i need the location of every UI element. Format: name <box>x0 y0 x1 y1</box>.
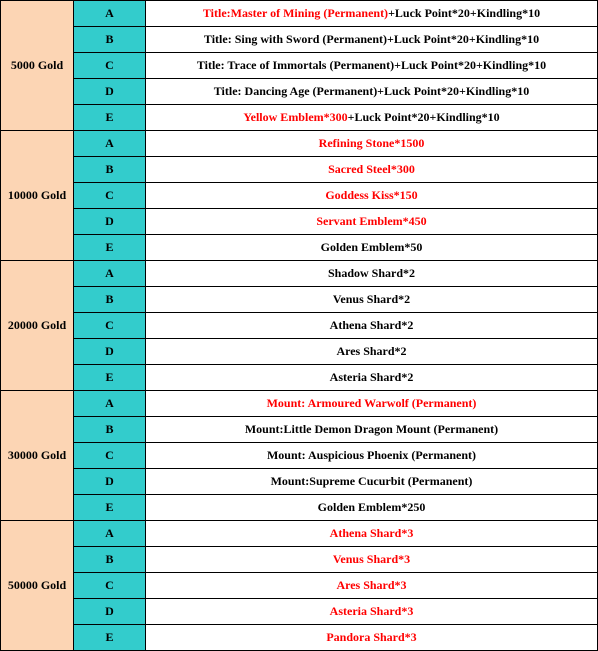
reward-cell <box>146 157 598 183</box>
option-letter-cell: A <box>74 1 146 27</box>
table-row <box>1 209 598 235</box>
table-row <box>1 53 598 79</box>
table-row <box>1 105 598 131</box>
table-row <box>1 287 598 313</box>
reward-text: Title: Sing with Sword (Permanent)+Luck Point*20+Kindling*10 <box>203 32 540 46</box>
table-row <box>1 339 598 365</box>
table-row <box>1 131 598 157</box>
reward-text: Mount:Little Demon Dragon Mount (Permanent) <box>244 422 499 436</box>
highlighted-reward-text: Sacred Steel*300 <box>328 162 415 176</box>
table-row <box>1 157 598 183</box>
option-letter-cell: C <box>74 313 146 339</box>
reward-text: Title: Trace of Immortals (Permanent)+Luck Point*20+Kindling*10 <box>196 58 547 72</box>
reward-cell <box>146 79 598 105</box>
reward-text: +Luck Point*20+Kindling*10 <box>388 6 541 20</box>
highlighted-reward-text: Athena Shard*3 <box>329 526 414 540</box>
reward-cell <box>146 625 598 651</box>
reward-cell <box>146 183 598 209</box>
tier-cost-cell: 5000 Gold <box>1 1 74 131</box>
option-letter-cell: B <box>74 157 146 183</box>
reward-text: +Luck Point*20+Kindling*10 <box>347 110 500 124</box>
reward-cell <box>146 235 598 261</box>
option-letter-cell: C <box>74 183 146 209</box>
reward-text: Title: Dancing Age (Permanent)+Luck Point*20+Kindling*10 <box>213 84 530 98</box>
option-letter-cell: A <box>74 391 146 417</box>
reward-cell <box>146 27 598 53</box>
reward-cell <box>146 573 598 599</box>
table-row <box>1 417 598 443</box>
reward-cell <box>146 261 598 287</box>
highlighted-reward-text: Yellow Emblem*300 <box>243 110 348 124</box>
highlighted-reward-text: Venus Shard*3 <box>332 552 411 566</box>
option-letter-cell: E <box>74 365 146 391</box>
reward-text: Asteria Shard*2 <box>329 370 414 384</box>
tier-cost-cell: 20000 Gold <box>1 261 74 391</box>
reward-cell <box>146 417 598 443</box>
tier-cost-cell: 50000 Gold <box>1 521 74 651</box>
option-letter-cell: B <box>74 417 146 443</box>
table-row <box>1 625 598 651</box>
reward-text: Mount: Auspicious Phoenix (Permanent) <box>266 448 476 462</box>
table-row <box>1 547 598 573</box>
table-row <box>1 599 598 625</box>
option-letter-cell: E <box>74 235 146 261</box>
option-letter-cell: D <box>74 599 146 625</box>
reward-cell <box>146 599 598 625</box>
option-letter-cell: A <box>74 521 146 547</box>
reward-cell <box>146 1 598 27</box>
tier-cost-cell: 10000 Gold <box>1 131 74 261</box>
reward-text: Golden Emblem*50 <box>320 240 423 254</box>
option-letter-cell: A <box>74 261 146 287</box>
table-row <box>1 261 598 287</box>
reward-cell <box>146 339 598 365</box>
reward-cell <box>146 287 598 313</box>
table-row <box>1 235 598 261</box>
option-letter-cell: C <box>74 53 146 79</box>
reward-cell <box>146 209 598 235</box>
reward-cell <box>146 105 598 131</box>
option-letter-cell: D <box>74 339 146 365</box>
option-letter-cell: D <box>74 79 146 105</box>
table-row <box>1 443 598 469</box>
table-row <box>1 27 598 53</box>
reward-text: Golden Emblem*250 <box>317 500 426 514</box>
reward-text: Shadow Shard*2 <box>327 266 416 280</box>
option-letter-cell: E <box>74 625 146 651</box>
reward-cell <box>146 495 598 521</box>
table-row <box>1 573 598 599</box>
option-letter-cell: C <box>74 443 146 469</box>
option-letter-cell: B <box>74 287 146 313</box>
highlighted-reward-text: Title:Master of Mining (Permanent) <box>202 6 389 20</box>
reward-cell <box>146 131 598 157</box>
reward-cell <box>146 365 598 391</box>
reward-cell <box>146 547 598 573</box>
reward-text: Venus Shard*2 <box>332 292 411 306</box>
highlighted-reward-text: Asteria Shard*3 <box>329 604 414 618</box>
option-letter-cell: C <box>74 573 146 599</box>
reward-text: Mount:Supreme Cucurbit (Permanent) <box>270 474 473 488</box>
option-letter-cell: B <box>74 547 146 573</box>
table-row <box>1 495 598 521</box>
table-row <box>1 79 598 105</box>
reward-text: Ares Shard*2 <box>336 344 407 358</box>
option-letter-cell: D <box>74 209 146 235</box>
option-letter-cell: E <box>74 495 146 521</box>
table-row <box>1 391 598 417</box>
table-row <box>1 1 598 27</box>
tier-cost-cell: 30000 Gold <box>1 391 74 521</box>
reward-cell <box>146 313 598 339</box>
table-row <box>1 365 598 391</box>
reward-table-body <box>1 1 598 651</box>
highlighted-reward-text: Goddess Kiss*150 <box>325 188 418 202</box>
reward-cell <box>146 521 598 547</box>
table-row <box>1 313 598 339</box>
highlighted-reward-text: Pandora Shard*3 <box>326 630 417 644</box>
reward-cell <box>146 391 598 417</box>
highlighted-reward-text: Mount: Armoured Warwolf (Permanent) <box>266 396 477 410</box>
table-row <box>1 183 598 209</box>
highlighted-reward-text: Servant Emblem*450 <box>316 214 427 228</box>
option-letter-cell: E <box>74 105 146 131</box>
option-letter-cell: A <box>74 131 146 157</box>
option-letter-cell: B <box>74 27 146 53</box>
reward-cell <box>146 53 598 79</box>
reward-cell <box>146 469 598 495</box>
table-row <box>1 469 598 495</box>
highlighted-reward-text: Refining Stone*1500 <box>318 136 425 150</box>
reward-text: Athena Shard*2 <box>329 318 414 332</box>
reward-cell <box>146 443 598 469</box>
table-row <box>1 521 598 547</box>
highlighted-reward-text: Ares Shard*3 <box>336 578 407 592</box>
option-letter-cell: D <box>74 469 146 495</box>
